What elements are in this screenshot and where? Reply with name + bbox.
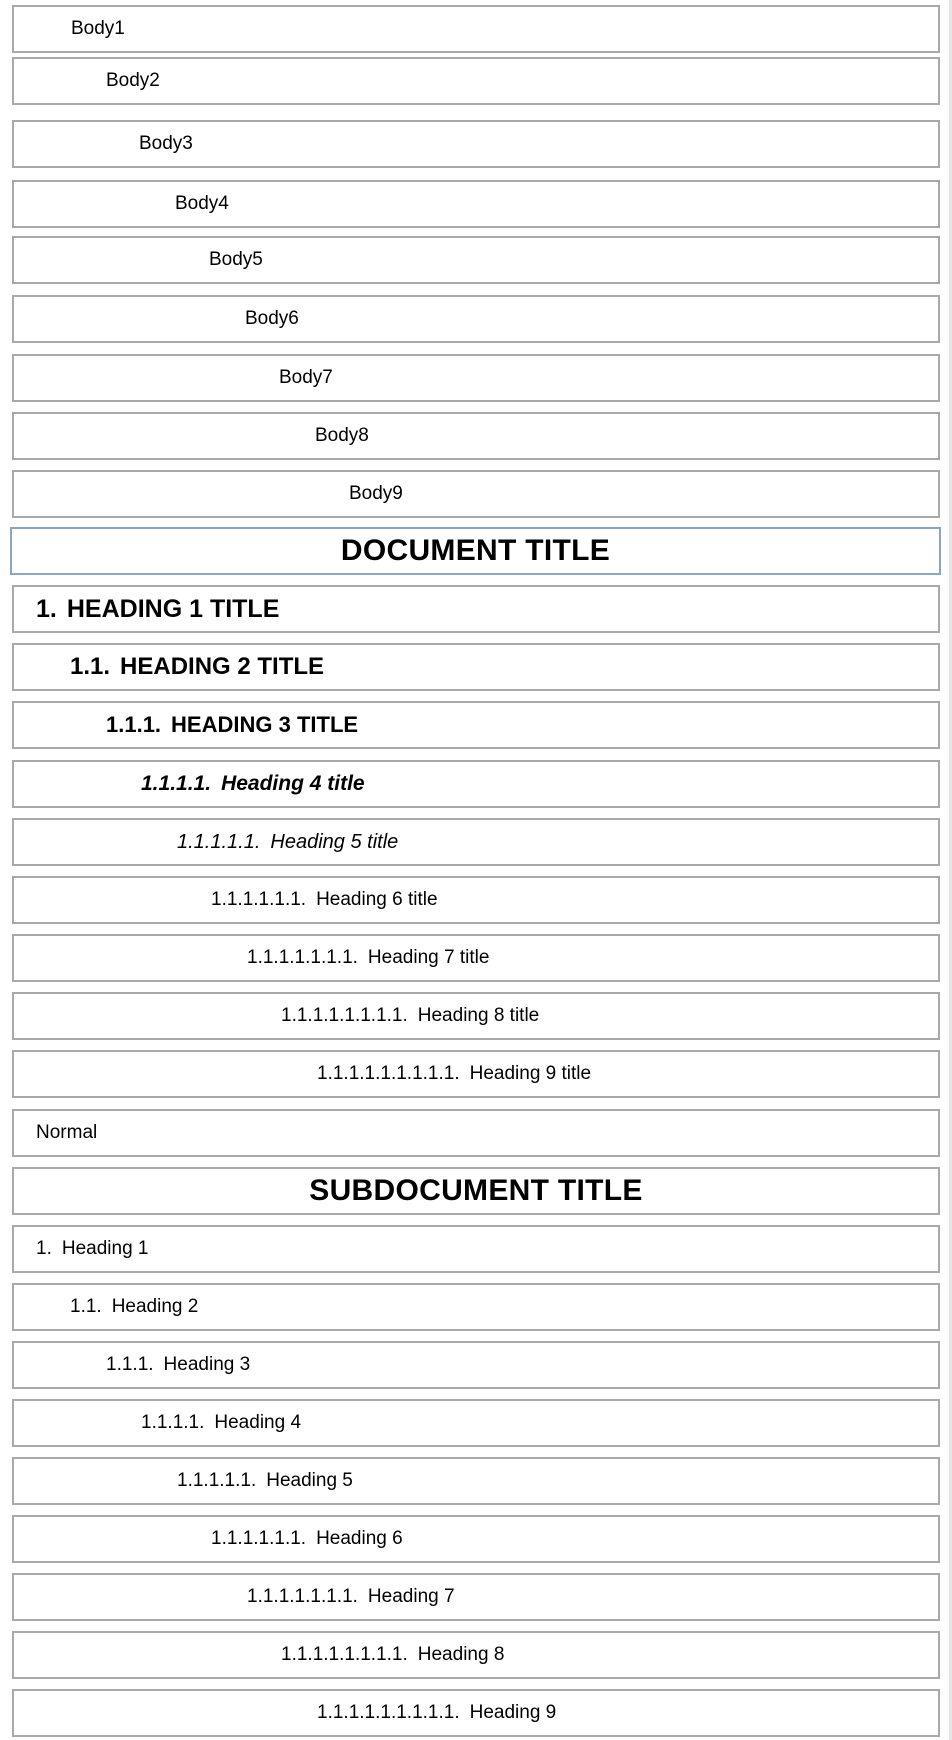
- style-heading-8[interactable]: [12, 992, 940, 1040]
- style-label: Body5: [209, 249, 263, 270]
- style-document-title[interactable]: [10, 527, 941, 575]
- style-sub-heading-6[interactable]: [12, 1515, 940, 1563]
- style-label: Body4: [175, 193, 229, 214]
- style-body1[interactable]: [12, 5, 940, 53]
- style-heading-9[interactable]: [12, 1050, 940, 1098]
- style-sub-heading-4[interactable]: [12, 1399, 940, 1447]
- style-label: 1.1.1.1.1.1.1.1.1. Heading 9: [317, 1702, 557, 1723]
- style-heading-3[interactable]: [12, 701, 940, 749]
- style-label: 1.1.1. HEADING 3 TITLE: [106, 712, 359, 737]
- style-label: Body3: [139, 133, 193, 154]
- style-label: DOCUMENT TITLE: [340, 534, 611, 567]
- style-heading-7[interactable]: [12, 934, 940, 982]
- style-body2[interactable]: [12, 57, 940, 105]
- style-sub-heading-2[interactable]: [12, 1283, 940, 1331]
- style-label: Body8: [315, 425, 369, 446]
- style-label: 1.1.1.1. Heading 4 title: [141, 772, 365, 795]
- style-heading-5[interactable]: [12, 818, 940, 866]
- style-label: 1.1. HEADING 2 TITLE: [70, 653, 325, 680]
- style-label: Normal: [36, 1122, 98, 1143]
- style-label: 1.1.1.1. Heading 4: [141, 1412, 302, 1433]
- style-body6[interactable]: [12, 295, 940, 343]
- style-body4[interactable]: [12, 180, 940, 228]
- style-body7[interactable]: [12, 354, 940, 402]
- style-label: 1.1.1.1.1.1.1. Heading 7 title: [247, 947, 490, 968]
- style-sub-heading-9[interactable]: [12, 1689, 940, 1737]
- style-label: 1.1.1.1.1.1.1.1.1. Heading 9 title: [317, 1063, 592, 1084]
- style-heading-4[interactable]: [12, 760, 940, 808]
- style-label: 1.1.1.1.1.1.1.1. Heading 8 title: [281, 1005, 540, 1026]
- style-heading-2[interactable]: [12, 643, 940, 691]
- style-body3[interactable]: [12, 120, 940, 168]
- style-label: Body6: [245, 308, 299, 329]
- style-body5[interactable]: [12, 236, 940, 284]
- style-normal[interactable]: [12, 1109, 940, 1157]
- style-label: Body7: [279, 367, 333, 388]
- style-label: 1. Heading 1: [36, 1238, 149, 1259]
- style-label: 1.1.1. Heading 3: [106, 1354, 251, 1375]
- style-body8[interactable]: [12, 412, 940, 460]
- style-body9[interactable]: [12, 470, 940, 518]
- style-label: 1. HEADING 1 TITLE: [36, 594, 280, 623]
- style-heading-6[interactable]: [12, 876, 940, 924]
- style-sub-heading-1[interactable]: [12, 1225, 940, 1273]
- style-label: 1.1.1.1.1.1. Heading 6: [211, 1528, 403, 1549]
- style-subdocument-title[interactable]: [12, 1167, 940, 1215]
- style-label: SUBDOCUMENT TITLE: [309, 1174, 643, 1207]
- style-sub-heading-8[interactable]: [12, 1631, 940, 1679]
- style-sub-heading-3[interactable]: [12, 1341, 940, 1389]
- style-label: Body2: [106, 70, 160, 91]
- style-label: 1.1.1.1.1. Heading 5: [177, 1470, 353, 1491]
- style-label: 1.1.1.1.1.1. Heading 6 title: [211, 889, 438, 910]
- style-label: 1.1.1.1.1.1.1. Heading 7: [247, 1586, 455, 1607]
- style-heading-1[interactable]: [12, 585, 940, 633]
- style-sub-heading-5[interactable]: [12, 1457, 940, 1505]
- style-label: 1.1.1.1.1. Heading 5 title: [177, 830, 399, 853]
- style-label: Body9: [349, 483, 403, 504]
- style-label: Body1: [71, 18, 125, 39]
- style-label: 1.1. Heading 2: [70, 1296, 199, 1317]
- style-sub-heading-7[interactable]: [12, 1573, 940, 1621]
- style-label: 1.1.1.1.1.1.1.1. Heading 8: [281, 1644, 505, 1665]
